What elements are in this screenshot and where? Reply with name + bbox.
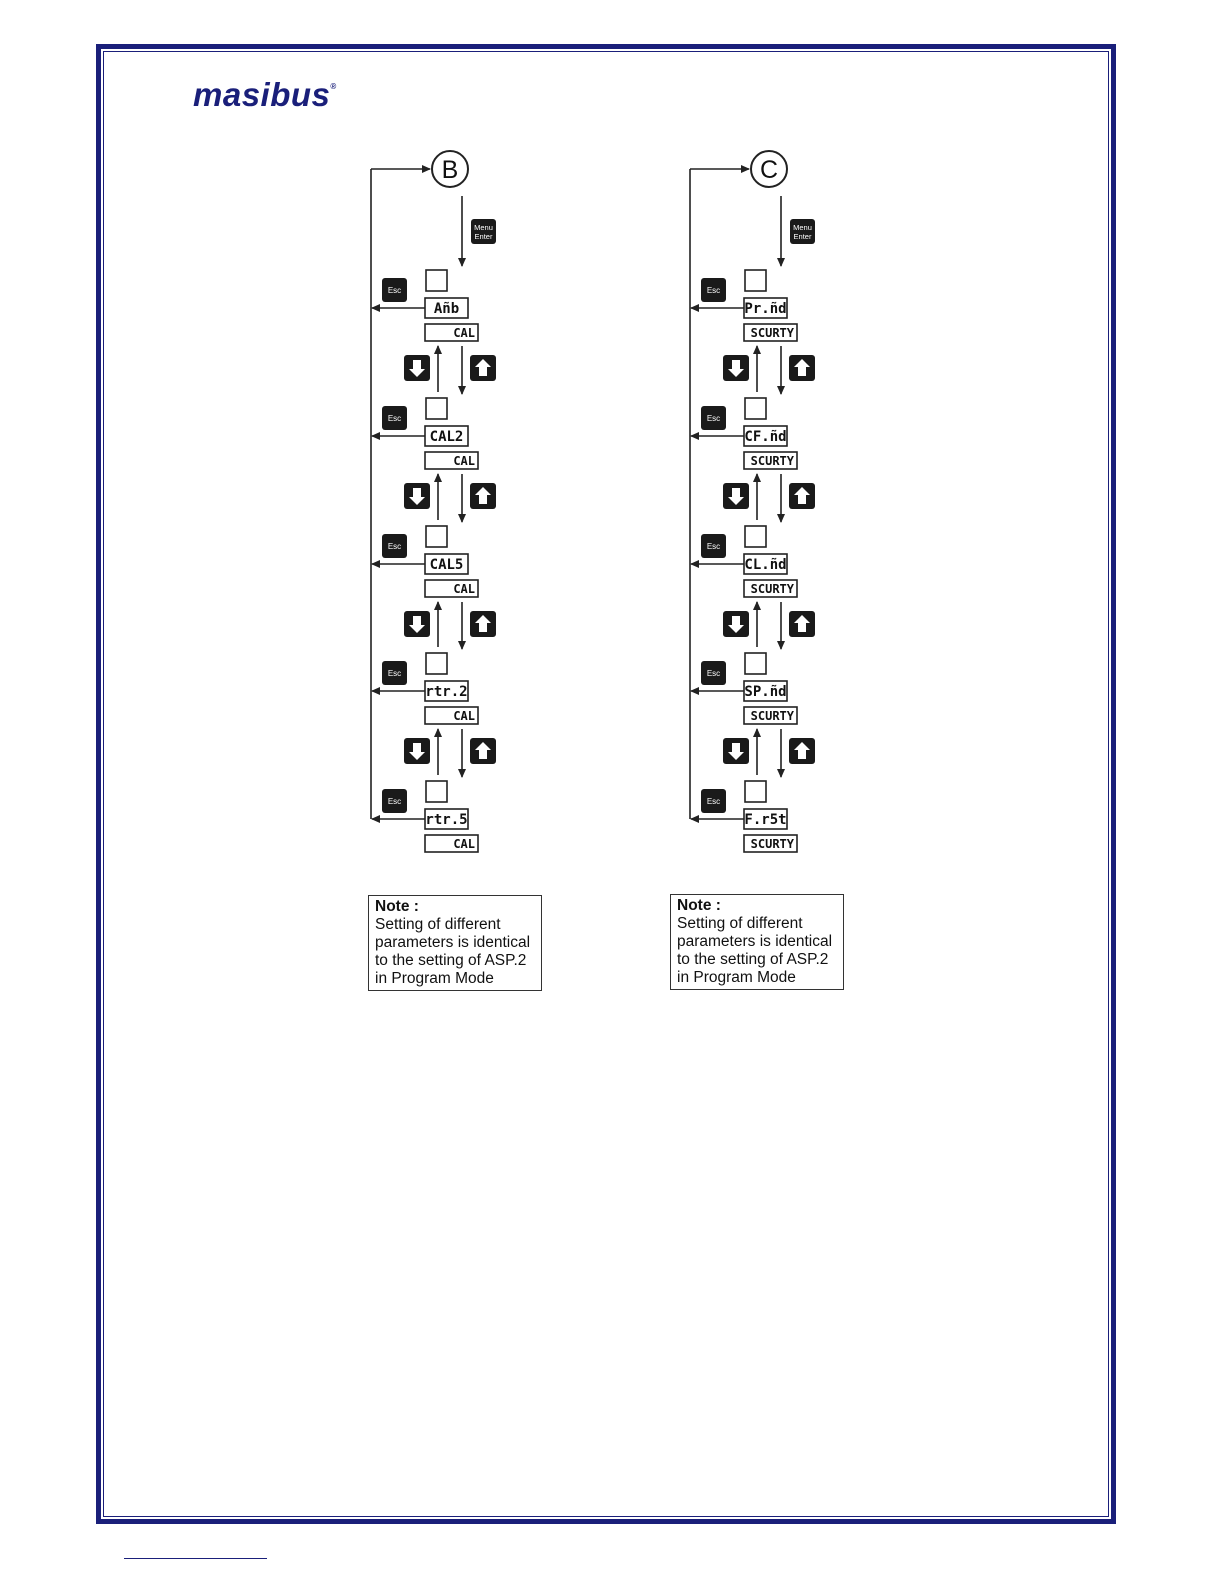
note-line: Setting of different [375, 916, 501, 933]
status-indicator-box [745, 398, 766, 419]
esc-key[interactable] [382, 789, 407, 813]
note-box-c [670, 894, 844, 990]
status-indicator-box [426, 398, 447, 419]
group-name: SCURTY [750, 454, 794, 468]
section-label: C [759, 156, 779, 184]
esc-key-label: Esc [387, 286, 402, 295]
parameter-name: CAL2 [429, 429, 464, 445]
menu-step [691, 526, 815, 649]
up-arrow-key[interactable] [789, 738, 815, 764]
parameter-name: CAL5 [429, 557, 464, 573]
status-indicator-box [745, 653, 766, 674]
menu-step [372, 781, 478, 852]
note-line: in Program Mode [677, 969, 796, 986]
enter-key-label: Enter [793, 232, 812, 241]
flow-column-c [690, 151, 815, 852]
enter-key-label: Enter [474, 232, 493, 241]
esc-key-label: Esc [706, 414, 721, 423]
up-arrow-key[interactable] [470, 611, 496, 637]
esc-key[interactable] [701, 534, 726, 558]
group-name: SCURTY [750, 837, 794, 851]
esc-key[interactable] [382, 278, 407, 302]
menu-step [691, 653, 815, 777]
esc-key-label: Esc [706, 542, 721, 551]
status-indicator-box [426, 653, 447, 674]
parameter-name: SP.ñd [744, 684, 787, 700]
esc-key-label: Esc [706, 286, 721, 295]
down-arrow-key[interactable] [723, 611, 749, 637]
up-arrow-key[interactable] [470, 738, 496, 764]
esc-key-label: Esc [706, 797, 721, 806]
note-line: to the setting of ASP.2 [375, 952, 527, 969]
esc-key-label: Esc [387, 797, 402, 806]
status-indicator-box [745, 270, 766, 291]
up-arrow-key[interactable] [789, 611, 815, 637]
menu-key-label: Menu [793, 223, 812, 232]
note-title: Note : [375, 898, 419, 915]
up-arrow-key[interactable] [470, 355, 496, 381]
group-name: CAL [453, 454, 475, 468]
esc-key-label: Esc [387, 542, 402, 551]
menu-step [372, 526, 496, 649]
menu-step [691, 398, 815, 522]
note-line: to the setting of ASP.2 [677, 951, 829, 968]
group-name: SCURTY [750, 709, 794, 723]
down-arrow-key[interactable] [404, 483, 430, 509]
esc-key[interactable] [701, 406, 726, 430]
menu-step [372, 398, 496, 522]
parameter-name: CL.ñd [744, 557, 787, 573]
menu-step [372, 270, 496, 394]
parameter-name: CF.ñd [744, 429, 787, 445]
status-indicator-box [745, 781, 766, 802]
group-name: CAL [453, 326, 475, 340]
group-name: CAL [453, 837, 475, 851]
note-line: parameters is identical [375, 934, 531, 951]
status-indicator-box [426, 781, 447, 802]
menu-step [691, 781, 797, 852]
menu-step [372, 653, 496, 777]
group-name: SCURTY [750, 582, 794, 596]
down-arrow-key[interactable] [404, 738, 430, 764]
esc-key[interactable] [701, 789, 726, 813]
note-line: Setting of different [677, 915, 803, 932]
esc-key-label: Esc [387, 669, 402, 678]
esc-key-label: Esc [706, 669, 721, 678]
down-arrow-key[interactable] [723, 738, 749, 764]
logo-text: masibus [193, 76, 331, 113]
note-title: Note : [677, 897, 721, 914]
parameter-name: Añb [433, 301, 460, 317]
flow-column-b [371, 151, 496, 852]
down-arrow-key[interactable] [723, 355, 749, 381]
status-indicator-box [426, 270, 447, 291]
section-label: B [441, 156, 459, 184]
esc-key[interactable] [701, 278, 726, 302]
parameter-name: F.r5t [744, 812, 787, 828]
group-name: CAL [453, 709, 475, 723]
down-arrow-key[interactable] [404, 355, 430, 381]
down-arrow-key[interactable] [404, 611, 430, 637]
menu-enter-key[interactable] [790, 219, 815, 244]
note-box-b [368, 895, 542, 991]
esc-key-label: Esc [387, 414, 402, 423]
note-line: in Program Mode [375, 970, 494, 987]
esc-key[interactable] [382, 534, 407, 558]
up-arrow-key[interactable] [789, 355, 815, 381]
parameter-name: rtr.2 [425, 684, 468, 700]
parameter-name: Pr.ñd [744, 301, 787, 317]
note-line: parameters is identical [677, 933, 833, 950]
up-arrow-key[interactable] [470, 483, 496, 509]
status-indicator-box [426, 526, 447, 547]
esc-key[interactable] [382, 406, 407, 430]
footer-rule [124, 1558, 267, 1559]
status-indicator-box [745, 526, 766, 547]
esc-key[interactable] [382, 661, 407, 685]
menu-step [691, 270, 815, 394]
menu-enter-key[interactable] [471, 219, 496, 244]
registered-mark: ® [330, 82, 337, 91]
esc-key[interactable] [701, 661, 726, 685]
menu-key-label: Menu [474, 223, 493, 232]
group-name: SCURTY [750, 326, 794, 340]
down-arrow-key[interactable] [723, 483, 749, 509]
parameter-name: rtr.5 [425, 812, 468, 828]
up-arrow-key[interactable] [789, 483, 815, 509]
group-name: CAL [453, 582, 475, 596]
